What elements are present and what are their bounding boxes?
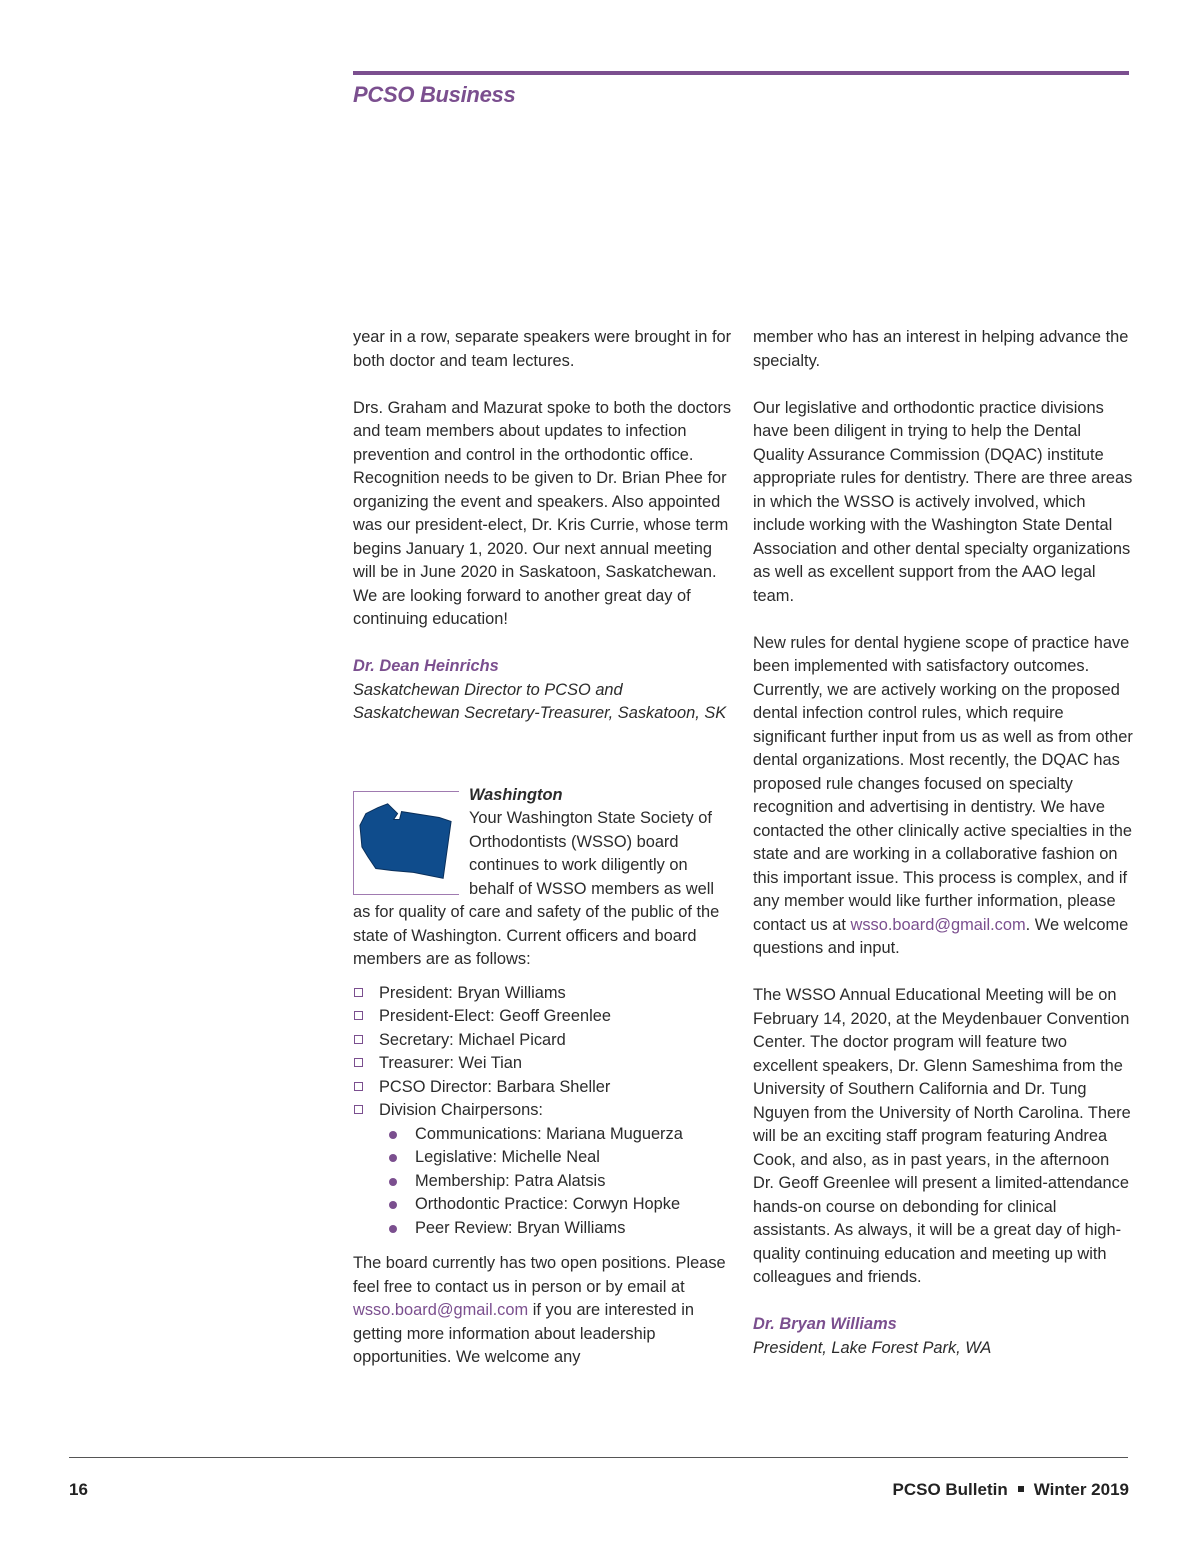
- right-paragraph-2: Our legislative and orthodontic practice divisions have been diligent in trying to help the Dental Quality Assurance Commission (DQAC) institute appropriate rules for dentistry. There are three areas in which the WSSO is actively involved, which include working with the Washington State Dental Association and other dental specialty organizations as well as excellent support from the AAO legal team.: [753, 398, 1133, 605]
- right-paragraph-1: member who has an interest in helping advance the specialty.: [753, 328, 1129, 370]
- signature-title: Saskatchewan Director to PCSO and Saskatchewan Secretary-Treasurer, Saskatoon, SK: [353, 680, 727, 722]
- square-bullet-icon: [354, 1082, 363, 1091]
- left-column: [353, 326, 733, 1370]
- left-paragraph-2: Drs. Graham and Mazurat spoke to both the doctors and team members about updates to infection prevention and control in the orthodontic office. Recognition needs to be given to Dr. Brian Phee for organizing the event and speakers. Also appointed was our president-elect, Dr. Kris Currie, whose term begins January 1, 2020. Our next annual meeting will be in June 2020 in Saskatoon, Saskatchewan. We are looking forward to another great day of continuing education!: [353, 398, 732, 628]
- list-item: President-Elect: Geoff Greenlee: [353, 1005, 733, 1029]
- square-bullet-icon: [354, 1058, 363, 1067]
- right-paragraph-4: The WSSO Annual Educational Meeting will be on February 14, 2020, at the Meydenbauer Convention Center. The doctor program will feature two excellent speakers, Dr. Glenn Sameshima from the University of Southern California and Dr. Tung Nguyen from the University of North Carolina. There will be an exciting staff program featuring Andrea Cook, and also, as in past years, in the afternoon Dr. Geoff Greenlee will present a limited-attendance hands-on course on debonding for clinical assistants. As always, it will be a great day of high-quality continuing education and meeting up with colleagues and friends.: [753, 986, 1131, 1286]
- chairs-list: [379, 1123, 733, 1241]
- list-item: PCSO Director: Barbara Sheller: [353, 1076, 733, 1100]
- dot-bullet-icon: [389, 1178, 397, 1186]
- washington-closing: The board currently has two open positions. Please feel free to contact us in person or by email at wsso.board@gmail.com if you are interested in getting more information about leadership opportunities. We welcome any: [353, 1254, 726, 1366]
- list-item: Orthodontic Practice: Corwyn Hopke: [415, 1193, 733, 1217]
- right-column: [753, 326, 1133, 1360]
- email-link[interactable]: wsso.board@gmail.com: [850, 915, 1026, 934]
- dot-bullet-icon: [389, 1201, 397, 1209]
- square-bullet-icon: [354, 1105, 363, 1114]
- page-number: 16: [69, 1480, 88, 1499]
- washington-map-icon: [353, 791, 459, 895]
- list-item: Secretary: Michael Picard: [353, 1029, 733, 1053]
- list-item: Treasurer: Wei Tian: [353, 1052, 733, 1076]
- header-rule: [353, 71, 1129, 75]
- washington-intro: Your Washington State Society of Orthodontists (WSSO) board continues to work diligently on behalf of WSSO members as well as for quality of care and safety of the public of the state of Washington. Current officers and board members are as follows:: [353, 809, 720, 968]
- signature-name: Dr. Bryan Williams: [753, 1315, 897, 1333]
- right-paragraph-3: New rules for dental hygiene scope of practice have been implemented with satisfactory outcomes. Currently, we are actively working on the proposed dental infection control rules, which require significant further input from us as well as from other dental organizations. Most recently, the DQAC has proposed rule changes focused on specialty recognition and advertising in dentistry. We have contacted the other clinically active specialties in the state and are working in a collaborative fashion on this important issue. This process is complex, and if any member would like further information, please contact us at wsso.board@gmail.com. We welcome questions and input.: [753, 633, 1133, 957]
- footer-publication: [892, 1480, 1129, 1500]
- square-bullet-icon: [354, 1011, 363, 1020]
- issue-label: Winter 2019: [1033, 1480, 1129, 1499]
- separator-square-icon: [1018, 1486, 1024, 1492]
- footer-rule: [69, 1457, 1128, 1458]
- washington-section: [353, 784, 733, 1370]
- section-title: PCSO Business: [353, 82, 516, 107]
- publication-name: PCSO Bulletin: [892, 1480, 1008, 1499]
- list-item: Legislative: Michelle Neal: [415, 1146, 733, 1170]
- email-link[interactable]: wsso.board@gmail.com: [353, 1301, 529, 1319]
- list-item: Communications: Mariana Muguerza: [415, 1123, 733, 1147]
- dot-bullet-icon: [389, 1131, 397, 1139]
- signature-name: Dr. Dean Heinrichs: [353, 657, 499, 675]
- dot-bullet-icon: [389, 1154, 397, 1162]
- washington-heading: Washington: [469, 785, 563, 804]
- list-item: Peer Review: Bryan Williams: [415, 1217, 733, 1241]
- list-item: President: Bryan Williams: [353, 982, 733, 1006]
- left-paragraph-1: year in a row, separate speakers were brought in for both doctor and team lectures.: [353, 328, 732, 370]
- list-item: Membership: Patra Alatsis: [415, 1170, 733, 1194]
- square-bullet-icon: [354, 988, 363, 997]
- dot-bullet-icon: [389, 1225, 397, 1233]
- officers-list: [353, 982, 733, 1241]
- list-item: Division Chairpersons: Communications: Mariana Muguerza Legislative: Michelle Neal Membership: Patra Alatsis Orthodontic Practice: Corwyn Hopke Peer Review: Bryan Williams: [353, 1099, 733, 1240]
- signature-title: President, Lake Forest Park, WA: [753, 1338, 992, 1357]
- square-bullet-icon: [354, 1035, 363, 1044]
